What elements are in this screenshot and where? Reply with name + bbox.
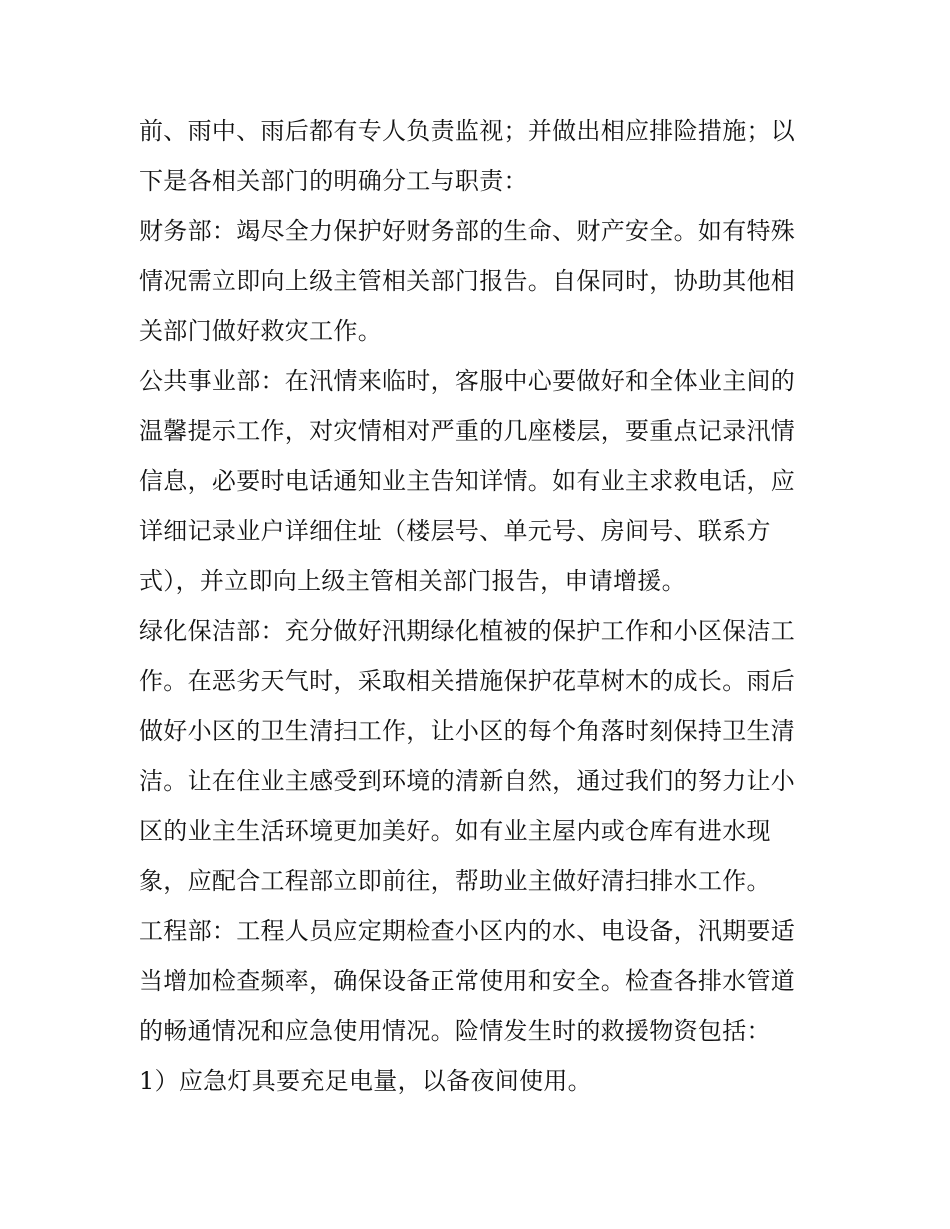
text-line: 情况需立即向上级主管相关部门报告。自保同时，协助其他相 [139,267,796,295]
text-line: 区的业主生活环境更加美好。如有业主屋内或仓库有进水现 [139,817,771,845]
text-line: 做好小区的卫生清扫工作，让小区的每个角落时刻保持卫生清 [139,717,796,745]
text-line: 温馨提示工作，对灾情相对严重的几座楼层，要重点记录汛情 [139,417,796,445]
text-line: 财务部：竭尽全力保护好财务部的生命、财产安全。如有特殊 [139,217,796,245]
text-line: 公共事业部：在汛情来临时，客服中心要做好和全体业主间的 [139,367,796,395]
text-line: 象，应配合工程部立即前往，帮助业主做好清扫排水工作。 [139,867,771,895]
text-line: 作。在恶劣天气时，采取相关措施保护花草树木的成长。雨后 [139,667,796,695]
text-line: 绿化保洁部：充分做好汛期绿化植被的保护工作和小区保洁工 [139,617,796,645]
text-line: 式），并立即向上级主管相关部门报告，申请增援。 [139,567,686,595]
text-line: 的畅通情况和应急使用情况。险情发生时的救援物资包括： [139,1017,771,1045]
text-line: 工程部：工程人员应定期检查小区内的水、电设备，汛期要适 [139,917,796,945]
text-line: 洁。让在住业主感受到环境的清新自然，通过我们的努力让小 [139,767,796,795]
text-line: 当增加检查频率，确保设备正常使用和安全。检查各排水管道 [139,967,796,995]
text-line: 详细记录业户详细住址（楼层号、单元号、房间号、联系方 [139,517,771,545]
text-line: 前、雨中、雨后都有专人负责监视；并做出相应排险措施；以 [139,117,796,145]
text-line: 关部门做好救灾工作。 [139,317,382,345]
text-line: 下是各相关部门的明确分工与职责： [139,167,528,195]
text-line: 1）应急灯具要充足电量，以备夜间使用。 [139,1067,592,1095]
text-line: 信息，必要时电话通知业主告知详情。如有业主求救电话，应 [139,467,796,495]
